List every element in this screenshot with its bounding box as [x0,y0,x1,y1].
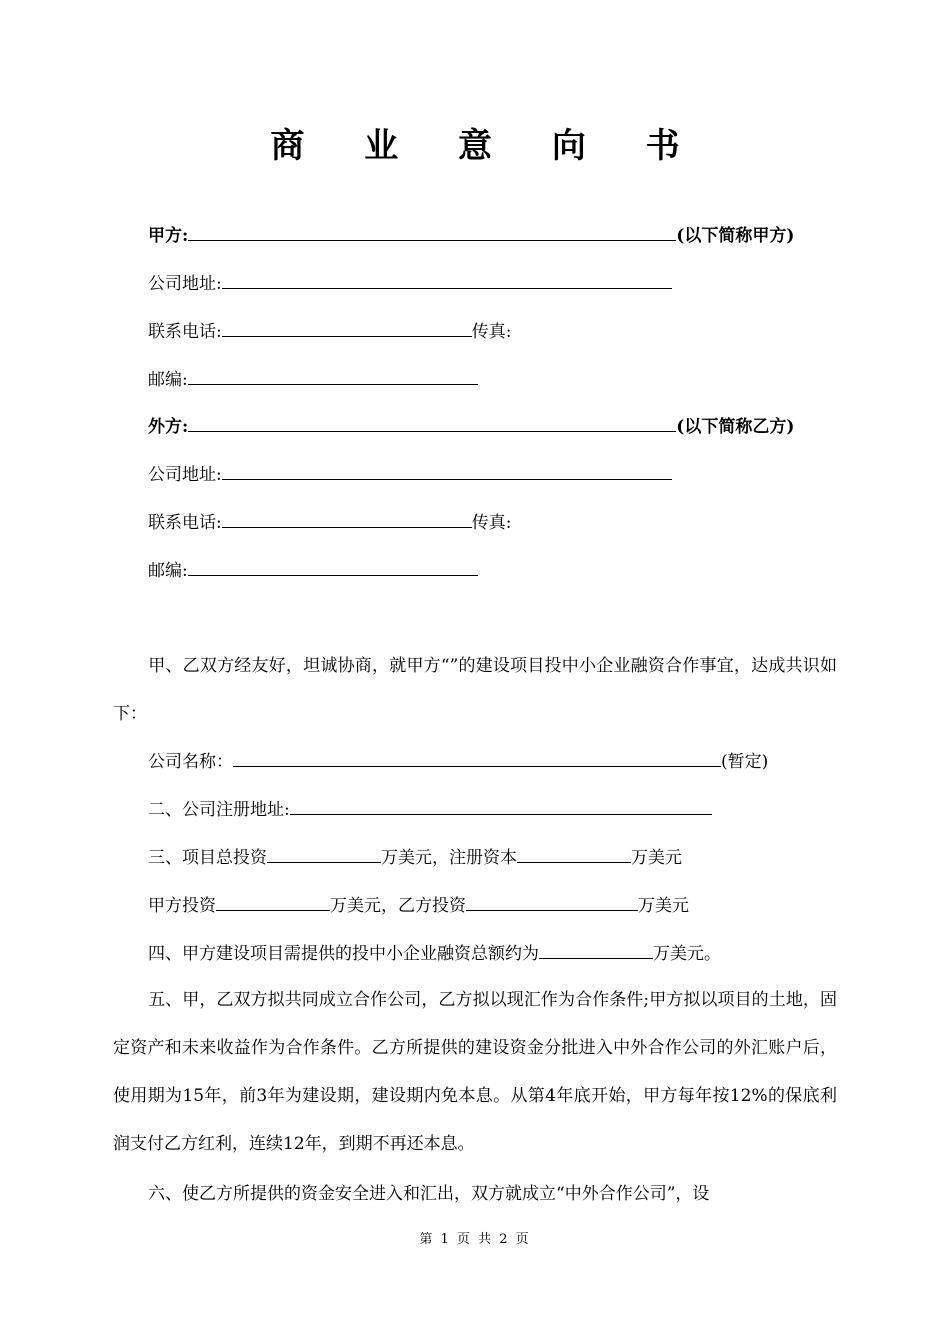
investment-split-row [148,892,689,918]
company-name-row [148,748,768,774]
party-b-invest-blank[interactable] [466,892,638,911]
reg-address-label: 二、公司注册地址: [148,800,290,820]
reg-capital-unit: 万美元 [631,848,682,868]
party-a-phone-row [148,318,511,344]
item-four-row [148,940,721,966]
item-six-text: 六、使乙方所提供的资金安全进入和汇出，双方就成立“中外合作公司”，设 [148,1184,710,1204]
item-six-paragraph [113,1170,837,1218]
party-a-fax-label: 传真: [471,322,512,342]
party-b-fax-label: 传真: [471,513,512,533]
intro-text: 甲、乙双方经友好，坦诚协商，就甲方“”的建设项目投中小企业融资合作事宜，达成共识如下： [113,656,837,724]
party-b-phone-blank[interactable] [222,509,472,528]
party-a-label: 甲方: [148,226,189,246]
party-a-invest-blank[interactable] [216,892,330,911]
party-a-address-blank[interactable] [222,270,672,289]
total-investment-row [148,844,682,870]
party-b-label: 外方: [148,417,189,437]
party-b-zip-blank[interactable] [188,557,478,576]
party-a-zip-label: 邮编: [148,370,188,390]
company-name-label: 公司名称： [148,752,233,772]
intro-paragraph [113,642,837,738]
page-footer: 第 1 页 共 2 页 [419,1232,531,1247]
party-a-name-blank[interactable] [188,222,676,241]
party-a-address-label: 公司地址: [148,274,222,294]
party-a-suffix: (以下简称甲方) [676,226,795,246]
party-b-name-blank[interactable] [188,413,676,432]
reg-capital-blank[interactable] [517,844,631,863]
party-b-zip-label: 邮编: [148,561,188,581]
party-a-address-row [148,270,672,296]
reg-address-blank[interactable] [290,796,712,815]
party-b-phone-label: 联系电话: [148,513,222,533]
party-b-phone-row [148,509,511,535]
party-b-invest-label: 万美元，乙方投资 [330,896,466,916]
total-invest-blank[interactable] [267,844,381,863]
item-four-blank[interactable] [539,940,653,959]
document-title: 商 业 意 向 书 [270,126,704,166]
item-five-text: 五、甲，乙双方拟共同成立合作公司，乙方拟以现汇作为合作条件;甲方拟以项目的土地，固定资产和未来收益作为合作条件。乙方所提供的建设资金分批进入中外合作公司的外汇账户后，使用期为15年，前3年为建设期，建设期内免本息。从第4年底开始，甲方每年按12%的保底利润支付乙方红利，连续12年，到期不再还本息。 [113,990,837,1154]
party-a-row [148,222,794,248]
company-name-suffix: (暂定) [721,752,769,772]
party-b-address-label: 公司地址: [148,465,222,485]
party-a-phone-blank[interactable] [222,318,472,337]
party-a-zip-blank[interactable] [188,366,478,385]
party-b-suffix: (以下简称乙方) [676,417,795,437]
party-b-address-row [148,461,672,487]
party-a-invest-label: 甲方投资 [148,896,216,916]
party-a-zip-row [148,366,478,392]
party-b-address-blank[interactable] [222,461,672,480]
reg-address-row [148,796,712,822]
reg-capital-label: 万美元，注册资本 [381,848,517,868]
item-four-suffix: 万美元。 [653,944,721,964]
item-five-paragraph [113,976,837,1168]
party-b-zip-row [148,557,478,583]
company-name-blank[interactable] [233,748,721,767]
party-b-invest-unit: 万美元 [638,896,689,916]
party-b-row [148,413,794,439]
total-invest-label: 三、项目总投资 [148,848,267,868]
item-four-label: 四、甲方建设项目需提供的投中小企业融资总额约为 [148,944,539,964]
party-a-phone-label: 联系电话: [148,322,222,342]
